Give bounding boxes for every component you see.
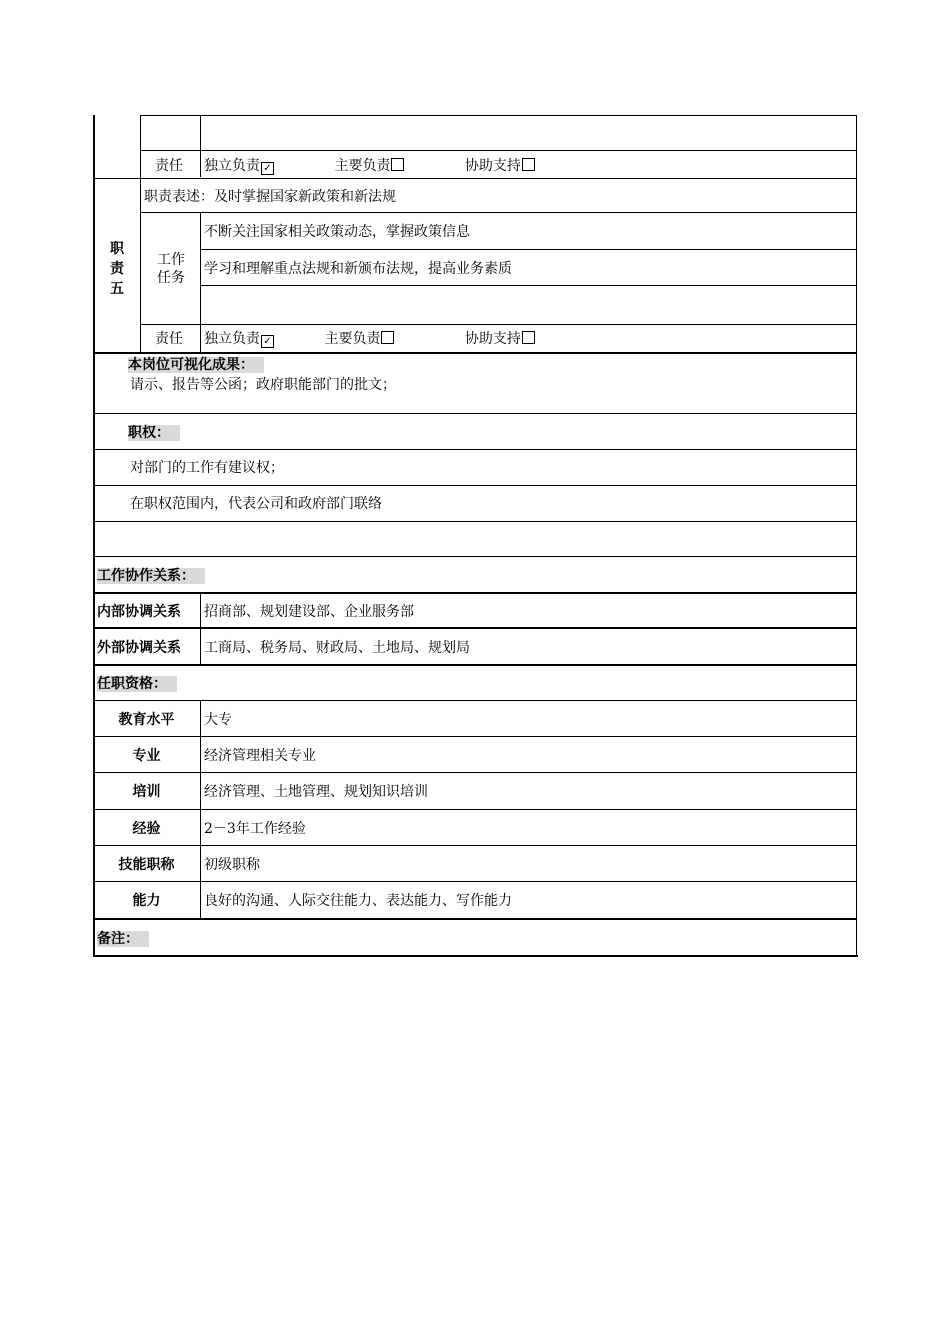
task-label: 工作 任务 <box>157 252 185 286</box>
duty-block-divider <box>93 178 857 179</box>
authority-item: 在职权范围内，代表公司和政府部门联络 <box>130 496 382 512</box>
duty5-side-label: 职 责 五 <box>110 241 124 297</box>
row-divider <box>93 700 857 701</box>
task-divider <box>200 212 201 353</box>
qualification-value: 经济管理相关专业 <box>204 748 316 764</box>
section-divider <box>93 592 857 594</box>
checkbox-icon[interactable] <box>381 331 394 344</box>
option-independent[interactable]: 独立负责 ✓ <box>204 158 274 174</box>
row-divider <box>93 881 857 882</box>
qualification-label: 教育水平 <box>118 712 175 728</box>
responsibility-label: 责任 <box>155 158 183 174</box>
row-divider <box>93 485 857 486</box>
qualification-value: 良好的沟通、人际交往能力、表达能力、写作能力 <box>204 893 512 909</box>
table-bottom-border <box>93 955 858 957</box>
checked-box-icon[interactable]: ✓ <box>261 335 274 348</box>
section-divider <box>93 413 857 414</box>
row-divider <box>93 845 857 846</box>
checkbox-icon[interactable] <box>522 158 535 171</box>
option-assist[interactable]: 协助支持 <box>465 331 535 347</box>
row-divider <box>140 212 857 213</box>
section-divider <box>93 918 857 920</box>
external-coordination-value: 工商局、税务局、财政局、土地局、规划局 <box>204 640 470 656</box>
responsibility-options <box>204 157 535 175</box>
qualification-label: 专业 <box>132 748 161 764</box>
qualification-label: 培训 <box>132 784 161 800</box>
row-divider <box>140 324 857 325</box>
qualifications-divider <box>200 700 201 920</box>
task-item: 学习和理解重点法规和新颁布法规，提高业务素质 <box>204 261 512 277</box>
checkbox-icon[interactable] <box>391 158 404 171</box>
qualification-value: 2－3年工作经验 <box>204 821 306 837</box>
qualification-value: 初级职称 <box>204 857 260 873</box>
visual-results-heading: 本岗位可视化成果： <box>128 356 264 374</box>
authority-heading: 职权： <box>128 424 180 442</box>
row-divider <box>200 285 857 286</box>
external-coordination-label: 外部协调关系 <box>97 640 181 656</box>
option-main[interactable]: 主要负责 <box>324 331 394 347</box>
checked-box-icon[interactable]: ✓ <box>261 162 274 175</box>
table-top-border <box>140 115 857 116</box>
option-main[interactable]: 主要负责 <box>334 158 404 174</box>
row-divider <box>93 809 857 810</box>
row-divider <box>93 627 857 629</box>
checkbox-icon[interactable] <box>522 331 535 344</box>
qualification-label: 经验 <box>132 821 161 837</box>
responsibility-options <box>204 330 535 348</box>
row-divider <box>93 736 857 737</box>
row-divider <box>140 150 857 151</box>
qualification-label: 能力 <box>132 893 161 909</box>
cooperation-heading: 工作协作关系： <box>97 567 205 585</box>
qualification-label: 技能职称 <box>118 857 175 873</box>
option-assist[interactable]: 协助支持 <box>465 158 535 174</box>
visual-results-content: 请示、报告等公函；政府职能部门的批文； <box>130 377 396 393</box>
option-independent[interactable]: 独立负责 ✓ <box>204 331 274 347</box>
remarks-heading: 备注： <box>97 930 149 948</box>
authority-item: 对部门的工作有建议权； <box>130 460 284 476</box>
task-item: 不断关注国家相关政策动态，掌握政策信息 <box>204 224 470 240</box>
section-divider <box>93 664 857 666</box>
section-divider <box>93 352 857 354</box>
row-divider <box>200 249 857 250</box>
responsibility-label: 责任 <box>155 331 183 347</box>
qualification-value: 经济管理、土地管理、规划知识培训 <box>204 784 428 800</box>
row-divider <box>93 772 857 773</box>
internal-coordination-label: 内部协调关系 <box>97 604 181 620</box>
table-right-border <box>856 115 857 957</box>
qualification-value: 大专 <box>204 712 232 728</box>
internal-coordination-value: 招商部、规划建设部、企业服务部 <box>204 604 414 620</box>
duty-content-divider <box>200 115 201 177</box>
row-divider <box>93 521 857 522</box>
row-divider <box>93 556 857 557</box>
row-divider <box>93 449 857 450</box>
qualifications-heading: 任职资格： <box>97 675 177 693</box>
duty5-statement: 职责表述：及时掌握国家新政策和新法规 <box>144 189 396 205</box>
